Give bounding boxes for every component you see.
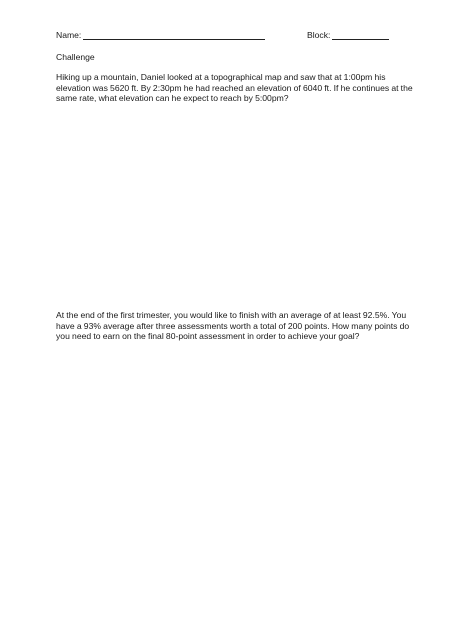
block-blank-line <box>332 39 389 40</box>
student-info-header <box>56 29 396 43</box>
name-label: Name: <box>56 30 82 40</box>
section-heading: Challenge <box>56 52 95 62</box>
problem-1-text: Hiking up a mountain, Daniel looked at a topographical map and saw that at 1:00pm his elevation was 5620 ft. By 2:30pm he had reached an elevation of 6040 ft. If he continues at the same rate, what elevation can he expect to reach by 5:00pm? <box>56 72 413 104</box>
block-label: Block: <box>307 30 331 40</box>
name-blank-line <box>83 39 265 40</box>
problem-2-text: At the end of the first trimester, you would like to finish with an average of at least 92.5%. You have a 93% average after three assessments worth a total of 200 points. How many points do you need to earn on the final 80-point assessment in order to achieve your goal? <box>56 310 410 342</box>
